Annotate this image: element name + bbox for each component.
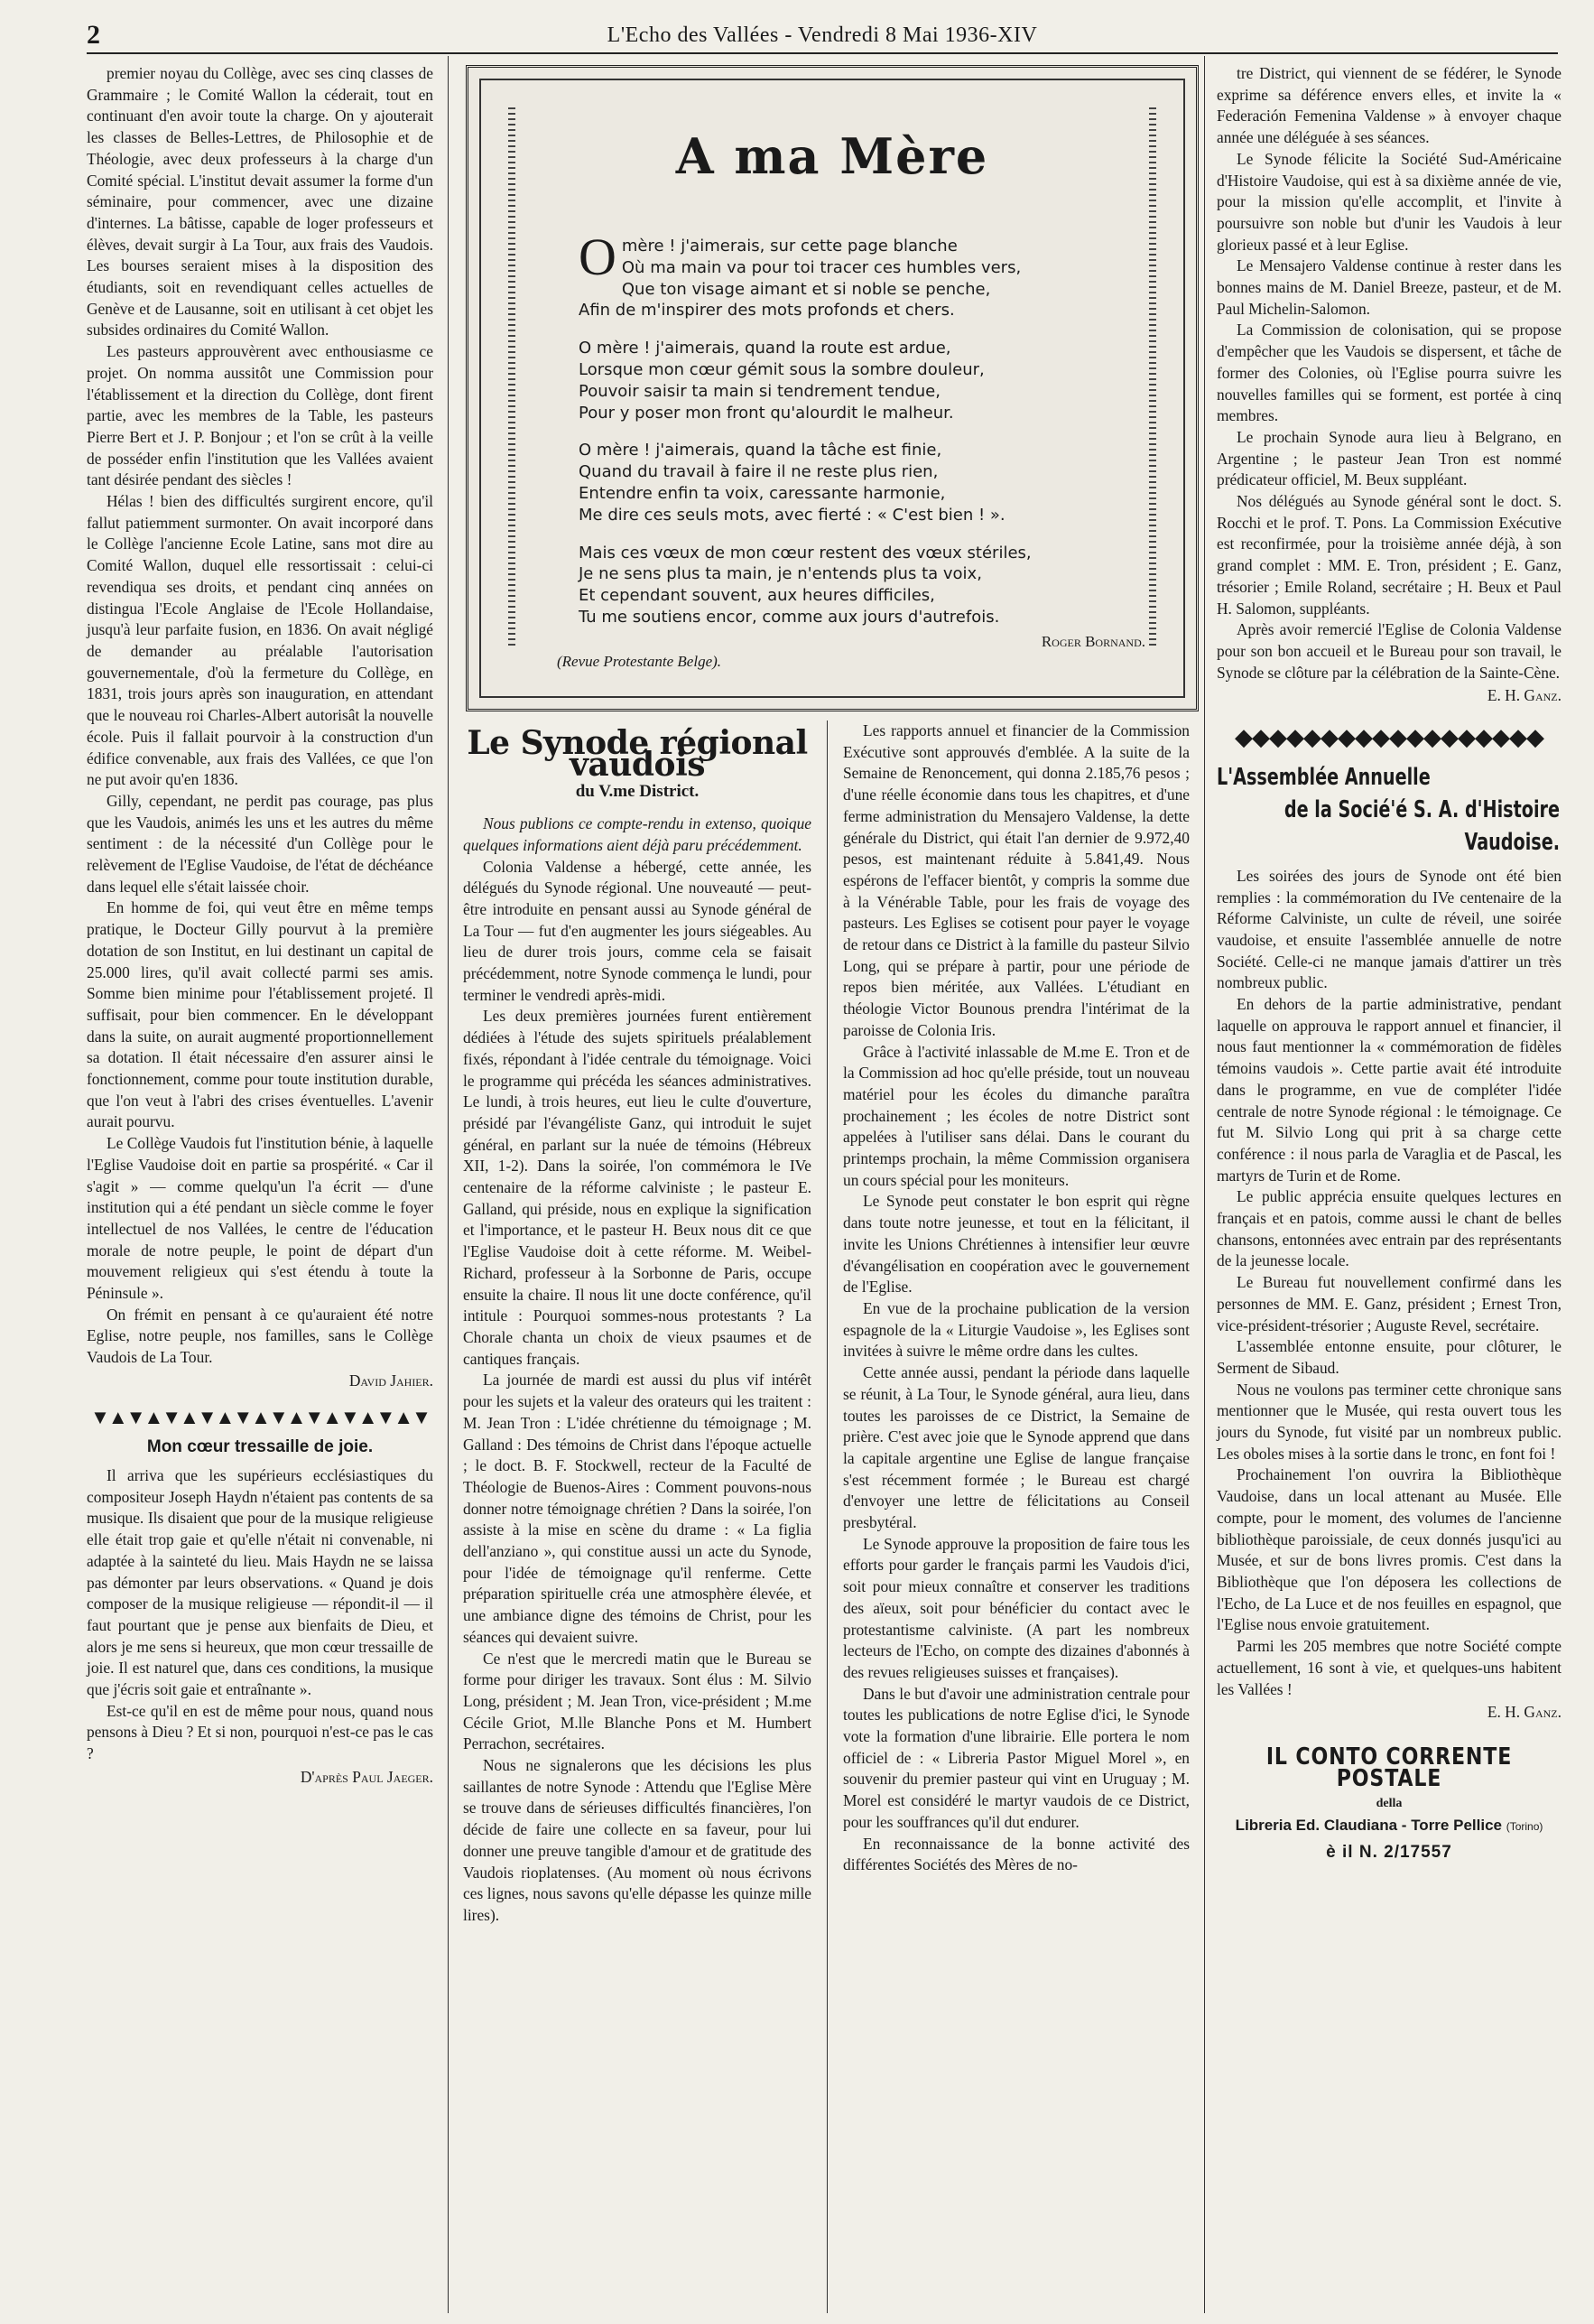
- article-title: Mon cœur tressaille de joie.: [146, 1437, 374, 1457]
- synode-subtitle: du V.me District.: [575, 782, 700, 802]
- poem-box: [466, 65, 1199, 711]
- poem-line: Me dire ces seuls mots, avec fierté : « C'est bien ! ».: [579, 505, 1006, 525]
- poem-line: Tu me soutiens encor, comme aux jours d'autrefois.: [579, 607, 1000, 627]
- ad-della: della: [1376, 1797, 1403, 1811]
- paragraph: Grâce à l'activité inlassable de M.me E. Tron et de la Commission ad hoc qu'elle préside, tout un nouveau matériel pour les écoles du dimanche paraîtra prochainement ; les écoles de notre District sont appelées à l'utiliser sans délai. Dans le courant du printemps prochain, la même Commission organisera un cours spécial pour les moniteurs.: [843, 1042, 1190, 1189]
- assemblee-text: [1217, 866, 1562, 1700]
- poem-line: Pour y poser mon front qu'alourdit le malheur.: [579, 403, 954, 423]
- college-article: [87, 63, 433, 1369]
- paragraph: Nos délégués au Synode général sont le doct. S. Rocchi et le prof. T. Pons. La Commission Exécutive est reconfirmée, pour la troisième année déjà, à son grand complet : MM. E. Tron, président ; E. Ganz, trésorier ; Emile Roland, secrétaire ; H. Beux et Paul H. Salomon, suppléants.: [1217, 492, 1562, 618]
- paragraph: La Commission de colonisation, qui se propose d'empêcher que les Vaudois se dispersent, et tâche de former des Colonies, où l'Eglise pourra suivre les nouvelles familles qui se forment, est portée à cinq membres.: [1217, 321, 1562, 425]
- haydn-article: [87, 1465, 433, 1765]
- paragraph: Les rapports annuel et financier de la Commission Exécutive sont approuvés d'emblée. A la suite de la Semaine de Renoncement, qui donna 2.185,76 pesos ; d'une réelle économie dans tous les chapitres, et d'une ferme administration du Mensajero Valdense, la dette générale du District, qui était l'an dernier de 9.972,40 pesos, est maintenant réduite à 5.841,49. Nous espérons de l'effacer bientôt, y compris la somme due à la Vénérable Table, pour les frais de voyage des pasteurs. Les Eglises se cotisent pour payer le voyage de retour dans ce District à la famille du pasteur Silvio Long, qui se prépare à partir, pour une période de repos bien méritée, aux Vallées. L'étudiant en théologie Victor Bounous prendra l'intérimat de la paroisse de Colonia Iris.: [843, 721, 1190, 1039]
- paragraph: En vue de la prochaine publication de la version espagnole de la « Liturgie Vaudoise », les Eglises sont invitées à suivre le même ordre dans les cultes.: [843, 1298, 1190, 1361]
- poem-title: A ma Mère: [675, 127, 989, 185]
- paragraph: L'assemblée entonne ensuite, pour clôturer, le Serment de Sibaud.: [1217, 1337, 1562, 1377]
- poem-body: [579, 228, 1120, 645]
- paragraph: Le Synode peut constater le bon esprit qui règne dans toute notre jeunesse, et tout en la félicitant, il invite les Unions Chrétiennes à intensifier leur œuvre d'évangélisation en coopération avec le gouvernement de l'Eglise.: [843, 1192, 1190, 1297]
- poem-line: O mère ! j'aimerais, quand la route est ardue,: [579, 339, 951, 358]
- paragraph: En dehors de la partie administrative, pendant laquelle on approuva le rapport annuel et financier, il nous faut mentionner la « commémoration de fidèles témoins vaudois ». Cette partie avait été introduite dans le programme, en vue de compléter l'idée centrale de notre Synode régional : le témoignage. Ce fut M. Silvio Long qui prit à sa charge cette conférence : il nous parla de Varaglia et de Pascal, les martyrs de Turin et de Rome.: [1217, 995, 1562, 1185]
- paragraph: Nous publions ce compte-rendu in extenso, quoique quelques informations aient déjà paru précédemment.: [463, 814, 811, 854]
- poem-line: Mais ces vœux de mon cœur restent des vœux stériles,: [579, 543, 1032, 562]
- ad-publisher-name: Libreria Ed. Claudiana - Torre Pellice: [1235, 1817, 1502, 1835]
- poem-line: Et cependant souvent, aux heures difficiles,: [579, 586, 935, 606]
- poem-stanza: [579, 543, 1120, 628]
- assemblee-title-1: L'Assemblée Annuelle: [1217, 763, 1431, 791]
- paragraph: En homme de foi, qui veut être en même temps pratique, le Docteur Gilly pourvut à la première dotation de son Institut, en lui destinant un capital de 25.000 lires, qu'il avait collecté parmi ses amis. Somme bien minime pour l'établissement projeté. Il suffisait, pour bien commencer. En le développant dans la suite, on aurait augmenté proportionnellement sa dotation. Il était nécessaire d'en assurer ainsi le fonctionnement, comme pour toute institution durable, que l'on veut à l'abri des crises éventuelles. L'avenir aurait pourvu.: [87, 898, 433, 1131]
- paragraph: La journée de mardi est aussi du plus vif intérêt pour les sujets et la valeur des orateurs qui les traitent : M. Jean Tron : L'idée chrétienne du témoignage ; M. Galland : Des témoins de Christ dans l'époque actuelle ; le doct. B. F. Stockwell, recteur de la Faculté de Théologie de Buenos-Aires : Comment pouvons-nous donner notre témoignage chrétien ? Dans la soirée, l'on assiste à la mise en scène du drame : « La figlia dell'anziano », qui constitue aussi un acte du Synode, pour l'idée de témoignage qu'il renferme. Cette préparation spirituelle créa une atmosphère élevée, et une ambiance digne des témoins de Christ, pour les séances qui devaient suivre.: [463, 1371, 811, 1646]
- diamond-divider: ◆◆◆◆◆◆◆◆◆◆◆◆◆◆◆◆◆◆: [1235, 727, 1543, 748]
- ornament-border-left: [508, 104, 515, 646]
- poem-source: (Revue Protestante Belge).: [557, 653, 722, 670]
- poem-line: mère ! j'aimerais, sur cette page blanche: [621, 237, 958, 256]
- poem-stanza: [579, 440, 1120, 525]
- poem-line: Entendre enfin ta voix, caressante harmonie,: [579, 483, 946, 503]
- poem-stanza: [579, 338, 1120, 423]
- paragraph: Le Synode approuve la proposition de faire tous les efforts pour garder le français parmi les Vaudois d'ici, soit pour mieux connaître et conserver les traditions des aïeux, soit pour bénéficier du contact avec le protestantisme calviniste. (A part les nombreux lecteurs de l'Echo, on compte des dizaines d'abonnés à des revues religieuses suisses et françaises).: [843, 1534, 1190, 1681]
- zigzag-divider: ▼▲▼▲▼▲▼▲▼▲▼▲▼▲▼▲▼▲▼: [90, 1406, 430, 1428]
- advertisement: [1217, 1743, 1562, 1864]
- paragraph: Gilly, cependant, ne perdit pas courage, pas plus que les Vaudois, animés les uns et les autres du même sentiment : de la nécessité d'un Collège pour le relèvement de l'Eglise Vaudoise, de l'état de déchéance dans lequel elle s'était laissée choir.: [87, 791, 433, 896]
- poem-line: O mère ! j'aimerais, quand la tâche est finie,: [579, 441, 942, 460]
- poem-line: Afin de m'inspirer des mots profonds et chers.: [579, 301, 955, 321]
- paragraph: Après avoir remercié l'Eglise de Colonia Valdense pour son bon accueil et le Bureau pour son travail, le Synode se clôture par la célébration de la Sainte-Cène.: [1217, 620, 1562, 682]
- paragraph: Parmi les 205 membres que notre Société compte actuellement, 16 sont à vie, et quelques-uns habitent les Vallées !: [1217, 1637, 1562, 1698]
- poem-author: Roger Bornand.: [1041, 633, 1145, 650]
- ad-publisher: [1217, 1815, 1562, 1838]
- paragraph: Le Mensajero Valdense continue à rester dans les bonnes mains de M. Daniel Breeze, pasteur, et de M. Paul Michelin-Salomon.: [1217, 256, 1562, 318]
- ad-headline: IL CONTO CORRENTE POSTALE: [1265, 1743, 1513, 1792]
- masthead: L'Echo des Vallées - Vendredi 8 Mai 1936-XIV: [607, 23, 1038, 47]
- column-rule: [1204, 56, 1205, 2313]
- drop-cap: O: [579, 228, 616, 286]
- page-number: 2: [87, 20, 100, 50]
- paragraph: Cette année aussi, pendant la période dans laquelle se réunit, à La Tour, le Synode général, aura lieu, dans toutes les paroisses de ce District, la Semaine de prière. C'est avec joie que le Synode apprend que dans la capitale argentine une Eglise de langue française s'est récemment formée ; le Bureau est chargé d'envoyer une lettre de félicitations au Conseil presbytéral.: [843, 1363, 1190, 1532]
- paragraph: Les pasteurs approuvèrent avec enthousiasme ce projet. On nomma aussitôt une Commission pour l'établissement et la direction du Collège, dont firent partie, avec les membres de la Table, les pasteurs Pierre Bert et J. P. Bonjour ; et l'on se crût à la veille de posséder enfin l'institution que les Vallées avaient tant désirée pendant des siècles !: [87, 342, 433, 489]
- synode-title: Le Synode régional vaudois: [467, 724, 808, 784]
- column-rule: [827, 720, 828, 2313]
- paragraph: Le public apprécia ensuite quelques lectures en français et en patois, comme aussi le chant de belles chansons, entonnées avec entrain par des représentants de la jeunesse locale.: [1217, 1187, 1562, 1270]
- assemblee-title-2: de la Socié'é S. A. d'Histoire Vaudoise.: [1284, 795, 1560, 856]
- column-rule: [448, 56, 449, 2313]
- column-2: [463, 720, 811, 1927]
- signature: E. H. Ganz.: [1487, 1703, 1562, 1722]
- paragraph: Les deux premières journées furent entièrement dédiées à l'étude des sujets spirituels préalablement fixés, répondant à l'idée centrale du témoignage. Voici le programme qui précéda les séances administratives. Le lundi, à trois heures, eut lieu le culte d'ouverture, présidé par l'évangéliste Ganz, qui introduit le sujet général, en parlant sur la nuée de témoins (Hébreux XII, 1-2). Dans la soirée, l'on commémora le IVe centenaire de la réforme calviniste ; le pasteur E. Galland, qui préside, nous en explique la signification et l'importance, et le pasteur H. Beux nous dit ce que l'Eglise Vaudoise doit à cette réforme. M. Weibel-Richard, professeur à la Sorbonne de Paris, occupe ensuite la chaire. Il nous lit une docte conférence, qu'il intitule : Pourquoi sommes-nous protestants ? La Chorale chanta un choix de vieux psaumes et de cantiques français.: [463, 1007, 811, 1368]
- synode-text-cont: [843, 720, 1190, 1876]
- paragraph: Le Bureau fut nouvellement confirmé dans les personnes de MM. E. Ganz, président ; Ernest Tron, vice-président-trésorier ; Auguste Revel, secrétaire.: [1217, 1273, 1562, 1334]
- column-1: [87, 63, 433, 1792]
- paragraph: Ce n'est que le mercredi matin que le Bureau se forme pour diriger les travaux. Sont élus : M. Silvio Long, président ; M. Jean Tron, vice-président ; M.me Cécile Griot, M.lle Blanche Pons et M. Humbert Perrachon, secrétaires.: [463, 1649, 811, 1753]
- poem-stanza: [579, 228, 1120, 321]
- poem-line: Je ne sens plus ta main, je n'entends plus ta voix,: [579, 564, 982, 584]
- paragraph: En reconnaissance de la bonne activité des différentes Sociétés des Mères de no-: [843, 1834, 1190, 1874]
- ad-publisher-city: (Torino): [1506, 1820, 1543, 1834]
- page-header: [87, 20, 1558, 54]
- paragraph: Le prochain Synode aura lieu à Belgrano, en Argentine ; le pasteur Jean Tron est nommé prédicateur officiel, M. Beux suppléant.: [1217, 427, 1562, 489]
- column-4: [1217, 63, 1562, 1863]
- poem-line: Quand du travail à faire il ne reste plus rien,: [579, 462, 939, 482]
- signature: D'après Paul Jaeger.: [300, 1767, 433, 1786]
- column-3: [843, 720, 1190, 1876]
- paragraph: Le Collège Vaudois fut l'institution bénie, à laquelle l'Eglise Vaudoise doit en partie sa prospérité. « Car il s'agit » — comme quelqu'un l'a écrit — d'une institution qui a été pendant un siècle comme le foyer intellectuel de nos Vallées, le centre de l'éducation morale de notre peuple, le point de départ d'un mouvement religieux qui s'est étendu à toute la Péninsule ».: [87, 1134, 433, 1303]
- paragraph: Il arriva que les supérieurs ecclésiastiques du compositeur Joseph Haydn n'étaient pas contents de sa musique. Ils disaient que pour de la musique religieuse elle était trop gaie et qu'elle n'était ni convenable, ni adaptée à la sainteté du lieu. Mais Haydn ne se laissa pas démonter par leurs observations. « Quand je dois composer de la musique religieuse — répondit-il — il faut pourtant que je pense aux bienfaits de Dieu, et alors je me sens si heureux, que mon cœur tressaille de joie. Il est naturel que, dans ces conditions, la musique que j'écris soit gaie et entraînante ».: [87, 1466, 433, 1699]
- paragraph: Le Synode félicite la Société Sud-Américaine d'Histoire Vaudoise, qui est à sa dixième année de vie, pour la mission qu'elle accomplit, et l'invite à poursuivre son noble but d'unir les Vaudois à leur glorieux passé et à leur Eglise.: [1217, 149, 1562, 254]
- paragraph: Nous ne voulons pas terminer cette chronique sans mentionner que le Musée, qui resta ouvert tous les jours du Synode, fut visité par un nombreux public. Les oboles mises à la sortie dans le tronc, en font foi !: [1217, 1380, 1562, 1463]
- poem-line: Que ton visage aimant et si noble se penche,: [621, 279, 991, 299]
- paragraph: Nous ne signalerons que les décisions les plus saillantes de notre Synode : Attendu que l'Eglise Mère se trouve dans de sérieuses difficultés financières, l'on décide de faire une collecte en sa faveur, pour lui donner une preuve tangible d'amour et de gratitude des Vaudois rioplatenses. (Au moment où nous écrivons ces lignes, nous savons qu'elle dépasse les quinze mille lires).: [463, 1756, 811, 1924]
- paragraph: Colonia Valdense a hébergé, cette année, les délégués du Synode régional. Une nouveauté — peut-être introduite en pensant aussi au Synode général de La Tour — fut d'en augmenter les jours siégeables. Au lieu de durer trois jours, comme cela se faisait précédemment, notre Synode commença le lundi, pour terminer le vendredi après-midi.: [463, 857, 811, 1004]
- paragraph: Hélas ! bien des difficultés surgirent encore, qu'il fallut patiemment surmonter. On avait incorporé dans le Collège l'ancienne Ecole Latine, sans mot dire au Comité Wallon, duquel elle ressortissait : celui-ci revendiqua ses droits, et pendant cinq années on distingua l'Ecole Anglaise de l'Ecole Hollandaise, jusqu'à leur parfaite fusion, en 1836. On avait négligé de demander au préalable l'autorisation gouvernementale, d'où la fermeture du Collège, en 1831, trois jours après son inauguration, en attendant que le nouveau roi Charles-Albert autorisât la nouvelle école. Puis il fallait pourvoir à la construction d'un édifice convenable, aux frais des Vallées, ce que l'on ne put avoir qu'en 1836.: [87, 492, 433, 789]
- paragraph: On frémit en pensant à ce qu'auraient été notre Eglise, notre peuple, nos familles, sans le Collège Vaudois de La Tour.: [87, 1305, 433, 1367]
- paragraph: Est-ce qu'il en est de même pour nous, quand nous pensons à Dieu ? Et si non, pourquoi n'est-ce pas le cas ?: [87, 1701, 433, 1763]
- paragraph: tre District, qui viennent de se fédérer, le Synode exprime sa déférence envers elles, et invite la « Federación Femenina Valdense » à envoyer chaque année une déléguée à ses séances.: [1217, 64, 1562, 147]
- ornament-border-right: [1149, 104, 1156, 646]
- paragraph: Prochainement l'on ouvrira la Bibliothèque Vaudoise, dans un local attenant au Musée. Elle compte, pour le moment, des volumes de l'ancienne bibliothèque paroissiale, de ceux donnés jusqu'ici au Musée, et sur de bons livres promis. C'est dans la Bibliothèque que l'on déposera les collections de l'Echo, de La Luce et de nos feuilles en espagnol, que l'Eglise nous envoie gratuitement.: [1217, 1465, 1562, 1634]
- paragraph: premier noyau du Collège, avec ses cinq classes de Grammaire ; le Comité Wallon la céderait, tout en continuant d'en avoir toute la charge. On y ajouterait les classes de Belles-Lettres, de Philosophie et de Théologie, avec deux professeurs à la charge d'un Comité spécial. L'institut devait assumer la forme d'un séminaire, pour commencer, avec une dizaine d'internes. La bâtisse, capable de loger professeurs et élèves, devait surgir à La Tour, aux frais des Vaudois. Les bourses seraient mises à la disposition des étudiants, soit en revendiquant celles actuelles de Genève et de Lausanne, soit en utilisant à cet objet les subsides ordinaires du Comité Wallon.: [87, 64, 433, 339]
- ad-account-number: è il N. 2/17557: [1326, 1842, 1452, 1862]
- poem-line: Pouvoir saisir ta main si tendrement tendue,: [579, 381, 941, 401]
- poem-line: Où ma main va pour toi tracer ces humbles vers,: [621, 257, 1022, 277]
- signature: E. H. Ganz.: [1487, 686, 1562, 705]
- paragraph: Les soirées des jours de Synode ont été bien remplies : la commémoration du IVe centenaire de la Réforme Calviniste, un culte de réveil, une soirée vaudoise, et ensuite l'assemblée annuelle de notre Société. Celle-ci ne manque jamais d'attirer un très nombreux public.: [1217, 866, 1562, 992]
- paragraph: Dans le but d'avoir une administration centrale pour toutes les publications de notre Eglise d'ici, le Synode vote la formation d'une librairie. Elle portera le nom officiel de : « Libreria Pastor Miguel Morel », en souvenir du premier pasteur qui vint en Uruguay ; M. Morel est considéré le martyr vaudois de ce District, pour les souffrances qu'il dut endurer.: [843, 1684, 1190, 1831]
- poem-line: Lorsque mon cœur gémit sous la sombre douleur,: [579, 359, 985, 379]
- synode-text-end: [1217, 63, 1562, 683]
- signature: David Jahier.: [348, 1371, 433, 1390]
- synode-text: [463, 813, 811, 1927]
